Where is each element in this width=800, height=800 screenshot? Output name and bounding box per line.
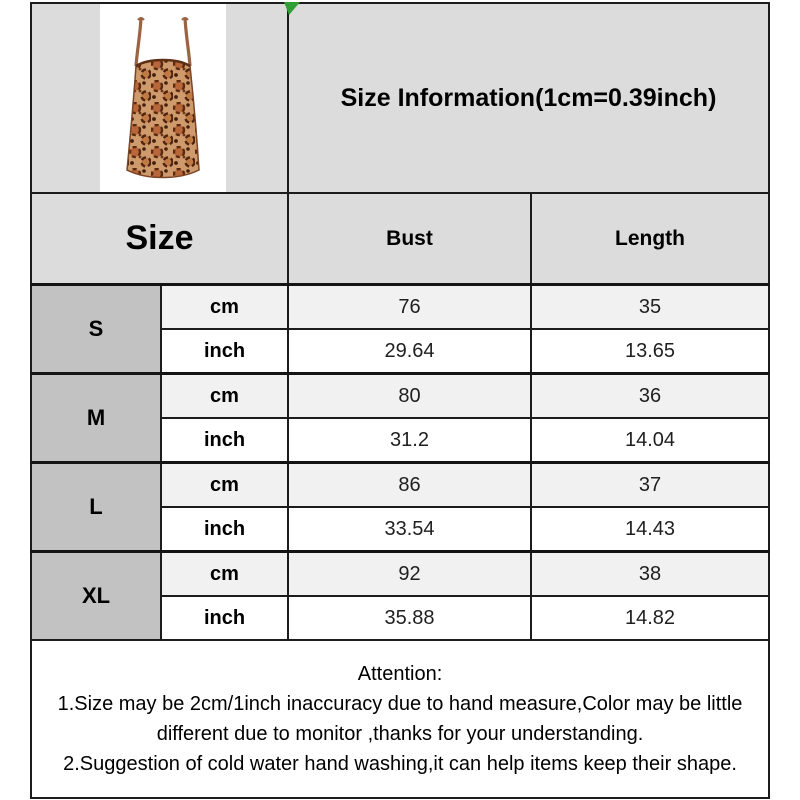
value-l-bust-inch: 33.54 [288,507,531,552]
col-header-length: Length [531,193,769,285]
unit-label: cm [161,285,288,330]
col-header-bust: Bust [288,193,531,285]
attention-row [31,640,769,798]
unit-label: inch [161,418,288,463]
value-s-length-inch: 13.65 [531,329,769,374]
top-row [31,3,769,193]
value-l-length-cm: 37 [531,463,769,508]
left-strap [136,18,141,66]
unit-label: cm [161,374,288,419]
value-s-bust-cm: 76 [288,285,531,330]
size-label-xl: XL [31,552,161,641]
unit-label: inch [161,329,288,374]
header-row [31,193,769,285]
camisole-body [127,60,199,178]
table-row-l-cm [31,463,769,508]
attention-note-2: 2.Suggestion of cold water hand washing,it can help items keep their shape. [63,753,737,775]
product-image-cell [31,3,288,193]
value-l-bust-cm: 86 [288,463,531,508]
value-xl-bust-cm: 92 [288,552,531,597]
unit-label: cm [161,463,288,508]
camisole-icon [107,14,219,182]
value-xl-bust-inch: 35.88 [288,596,531,640]
value-l-length-inch: 14.43 [531,507,769,552]
unit-label: cm [161,552,288,597]
col-header-size: Size [31,193,288,285]
value-xl-length-cm: 38 [531,552,769,597]
size-label-s: S [31,285,161,374]
attention-note-1: 1.Size may be 2cm/1inch inaccuracy due to hand measure,Color may be little different due to monitor ,thanks for your understanding. [57,693,743,745]
page-title: Size Information(1cm=0.39inch) [288,3,769,193]
right-strap [185,18,190,66]
product-image [100,4,226,192]
value-m-bust-cm: 80 [288,374,531,419]
attention-heading: Attention: [357,663,443,685]
value-m-length-inch: 14.04 [531,418,769,463]
unit-label: inch [161,507,288,552]
value-m-bust-inch: 31.2 [288,418,531,463]
table-row-s-cm [31,285,769,330]
value-s-length-cm: 35 [531,285,769,330]
value-s-bust-inch: 29.64 [288,329,531,374]
size-chart-table [30,2,770,799]
value-m-length-cm: 36 [531,374,769,419]
unit-label: inch [161,596,288,640]
table-row-m-cm [31,374,769,419]
size-chart-sheet [30,2,768,799]
table-row-xl-cm [31,552,769,597]
value-xl-length-inch: 14.82 [531,596,769,640]
attention-note [31,640,769,798]
size-label-m: M [31,374,161,463]
size-label-l: L [31,463,161,552]
